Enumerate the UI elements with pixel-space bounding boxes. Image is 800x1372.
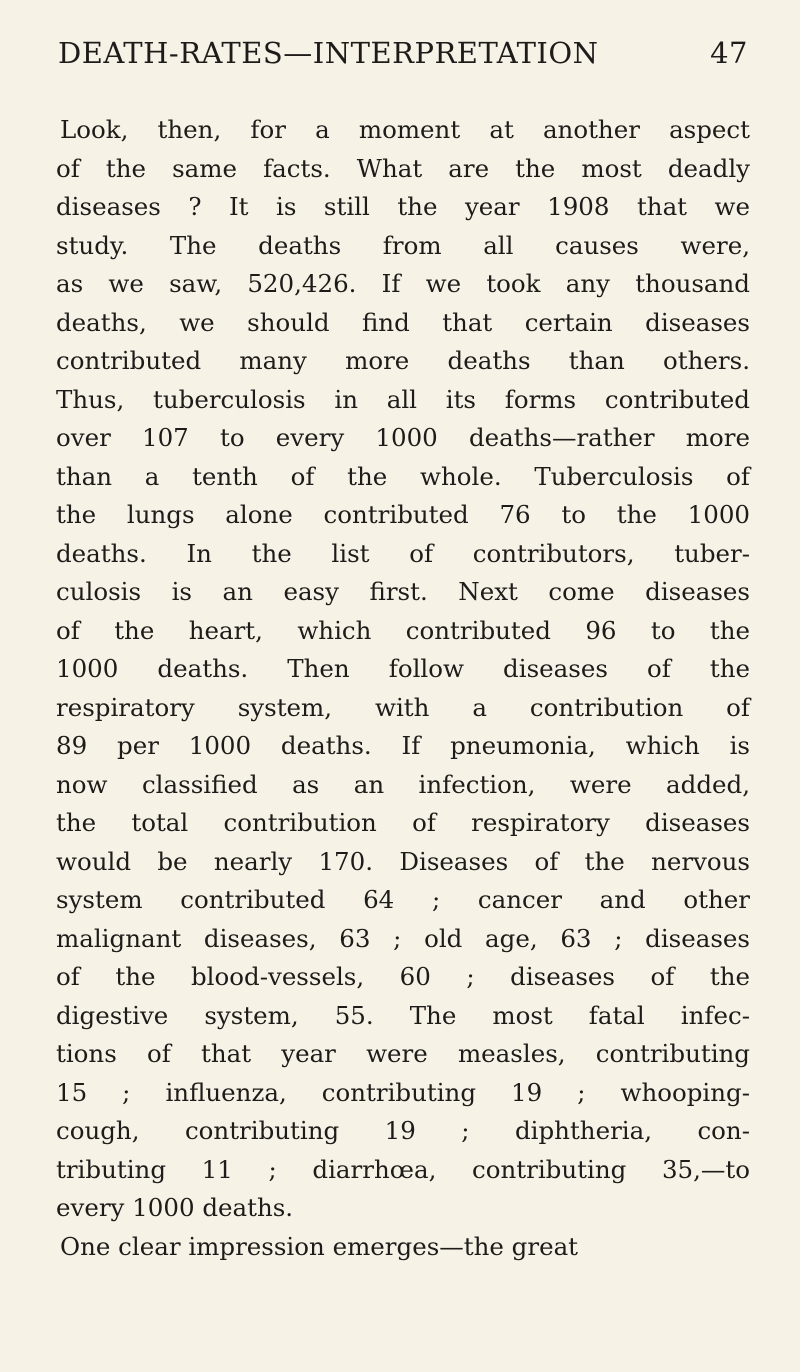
text-line: digestive system, 55. The most fatal infec- [56,1000,750,1030]
text-line: the total contribution of respiratory diseases [56,808,750,837]
text-line: of the same facts. What are the most deadly [56,153,750,183]
text-line: One clear impression emerges—the great [60,1231,579,1261]
text-line: as we saw, 520,426. If we took any thousand [56,269,750,298]
chapter-title: DEATH-RATES—INTERPRETATION [58,36,599,70]
text-line: every 1000 deaths. [56,1193,294,1222]
text-line: 1000 deaths. Then follow diseases of the [56,654,750,683]
text-line: over 107 to every 1000 deaths—rather more [56,423,750,452]
text-line: study. The deaths from all causes were, [56,230,750,260]
text-line: deaths. In the list of contributors, tuber- [56,538,750,568]
text-line: the lungs alone contributed 76 to the 1000 [56,500,750,529]
text-line: would be nearly 170. Diseases of the nervous [56,846,750,876]
text-line: tions of that year were measles, contributing [56,1039,750,1068]
text-line: culosis is an easy first. Next come diseases [56,577,750,606]
text-line: tributing 11 ; diarrhœa, contributing 35,—to [56,1154,750,1184]
running-head [58,36,748,76]
text-line: deaths, we should find that certain diseases [56,307,750,337]
text-line: Thus, tuberculosis in all its forms contributed [56,384,750,414]
text-line: contributed many more deaths than others. [56,346,750,375]
text-line: of the blood-vessels, 60 ; diseases of the [56,962,750,991]
text-line: malignant diseases, 63 ; old age, 63 ; diseases [56,923,750,953]
text-line: than a tenth of the whole. Tuberculosis of [56,461,750,491]
text-line: 89 per 1000 deaths. If pneumonia, which is [56,731,750,760]
text-line: system contributed 64 ; cancer and other [56,885,750,914]
text-line: now classified as an infection, were added, [56,769,750,799]
text-line: respiratory system, with a contribution of [56,692,750,722]
text-line: diseases ? It is still the year 1908 that we [56,192,750,221]
text-line: Look, then, for a moment at another aspect [60,115,750,144]
text-line: 15 ; influenza, contributing 19 ; whooping- [56,1077,750,1107]
page-number: 47 [710,36,748,70]
body-text [56,111,750,1266]
text-line: cough, contributing 19 ; diphtheria, con- [56,1116,750,1145]
text-line: of the heart, which contributed 96 to the [56,615,750,645]
